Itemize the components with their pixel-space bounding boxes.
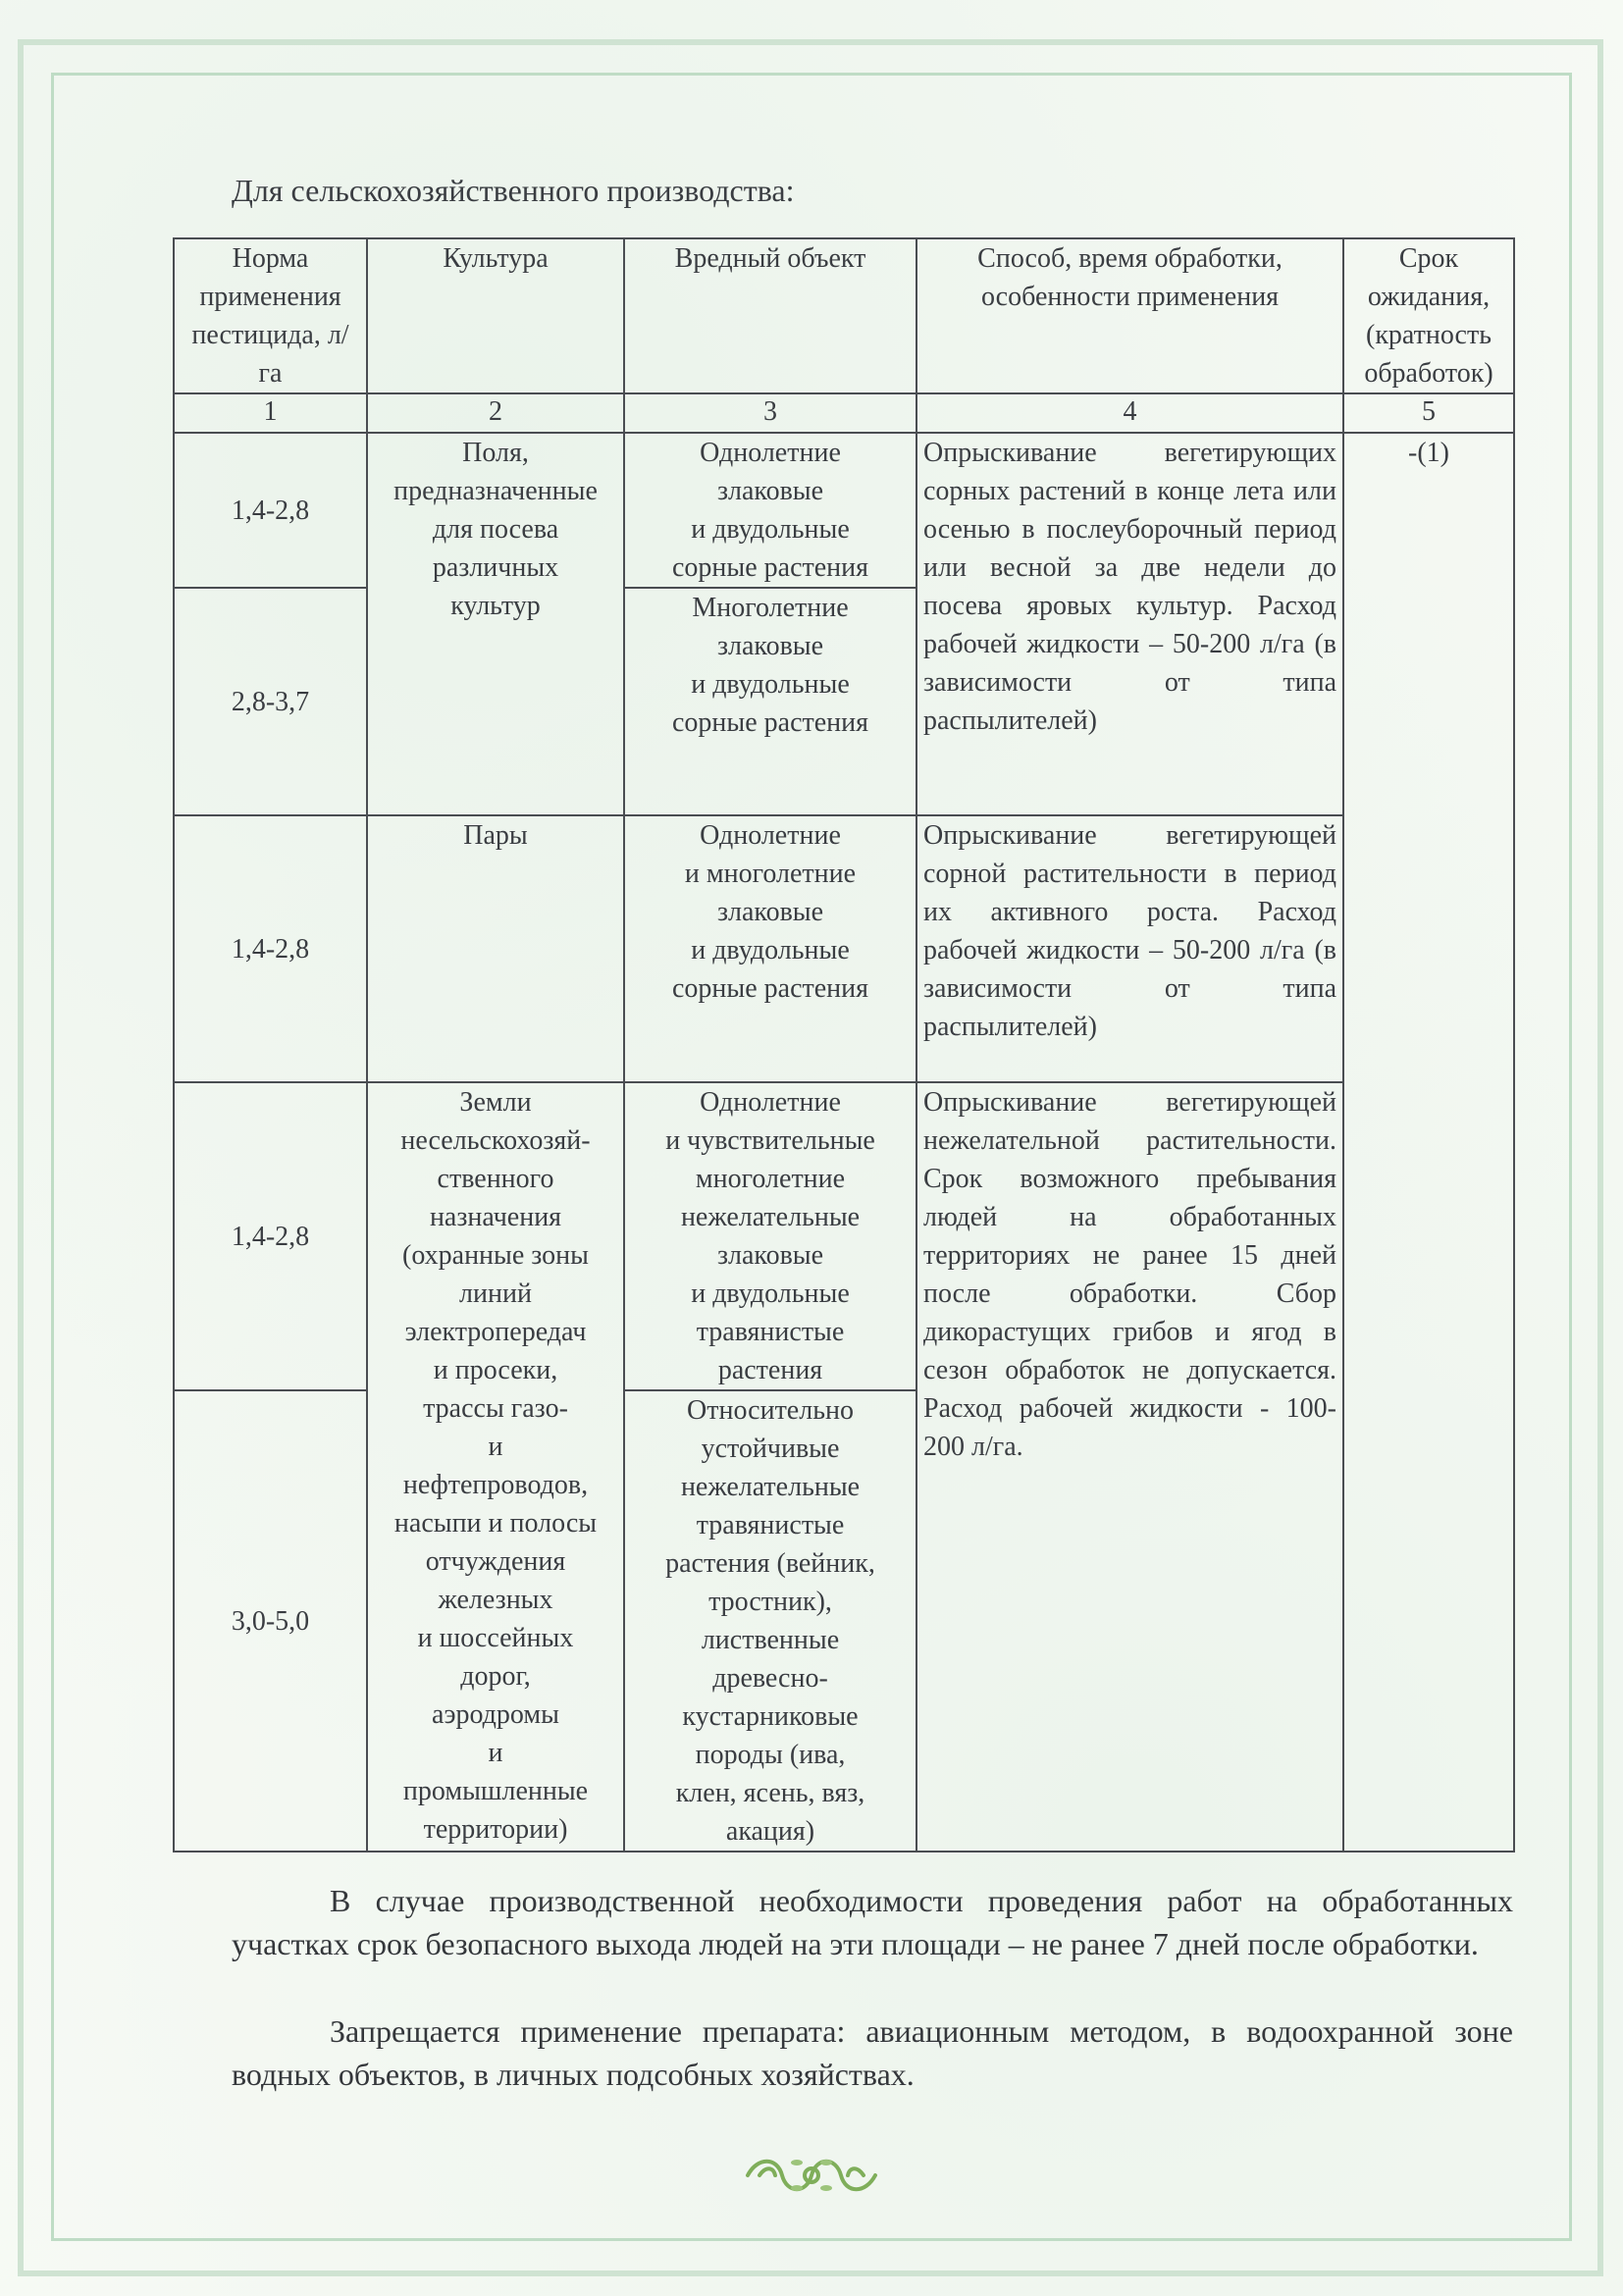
paragraph-restrictions: Запрещается применение препарата: авиационным методом, в водоохранной зоне водных объектов, в личных подсобных хозяйствах. <box>232 2013 1513 2092</box>
column-number: 2 <box>367 393 624 433</box>
method-cell: Опрыскивание вегетирующей сорной растительности в период их активного роста. Расход рабочей жидкости – 50-200 л/га (в зависимости от типа распылителей) <box>916 815 1343 1082</box>
pest-cell: Однолетние и чувствительные многолетние нежелательные злаковые и двудольные травянистые растения <box>624 1082 916 1390</box>
rate-cell: 2,8-3,7 <box>174 588 367 815</box>
header-rate: Норма применения пестицида, л/га <box>174 238 367 393</box>
header-pest: Вредный объект <box>624 238 916 393</box>
pesticide-regulation-table <box>173 237 1515 1852</box>
pest-cell: Однолетние злаковые и двудольные сорные растения <box>624 433 916 588</box>
pest-cell: Относительно устойчивые нежелательные травянистые растения (вейник, тростник), лиственные древесно- кустарниковые породы (ива, клен, ясень, вяз, акация) <box>624 1390 916 1852</box>
floral-ornament-icon <box>738 2149 885 2202</box>
rate-cell: 1,4-2,8 <box>174 433 367 588</box>
section-intro: Для сельскохозяйственного производства: <box>232 173 795 208</box>
column-number: 1 <box>174 393 367 433</box>
paragraph-safe-exit: В случае производственной необходимости проведения работ на обработанных участках срок безопасного выхода людей на эти площади – не ранее 7 дней после обработки. <box>232 1883 1513 1961</box>
pest-cell: Многолетние злаковые и двудольные сорные растения <box>624 588 916 815</box>
column-number: 3 <box>624 393 916 433</box>
table-row <box>174 1082 1514 1390</box>
table-row <box>174 815 1514 1082</box>
header-method: Способ, время обработки, особенности применения <box>916 238 1343 393</box>
pest-cell: Однолетние и многолетние злаковые и двудольные сорные растения <box>624 815 916 1082</box>
table-header-row <box>174 238 1514 393</box>
column-number: 5 <box>1343 393 1514 433</box>
column-number: 4 <box>916 393 1343 433</box>
rate-cell: 3,0-5,0 <box>174 1390 367 1852</box>
method-cell: Опрыскивание вегетирующей нежелательной растительности. Срок возможного пребывания людей на обработанных территориях не ранее 15 дней после обработки. Сбор дикорастущих грибов и ягод в сезон обработок не допускается. Расход рабочей жидкости - 100-200 л/га. <box>916 1082 1343 1852</box>
culture-cell: Пары <box>367 815 624 1082</box>
header-culture: Культура <box>367 238 624 393</box>
rate-cell: 1,4-2,8 <box>174 815 367 1082</box>
method-cell: Опрыскивание вегетирующих сорных растений в конце лета или осенью в послеуборочный период или весной за две недели до посева яровых культур. Расход рабочей жидкости – 50-200 л/га (в зависимости от типа распылителей) <box>916 433 1343 815</box>
column-number-row <box>174 393 1514 433</box>
rate-cell: 1,4-2,8 <box>174 1082 367 1390</box>
culture-cell: Земли несельскохозяй- ственного назначения (охранные зоны линий электропередач и просеки, трассы газо- и нефтепроводов, насыпи и полосы отчуждения железных и шоссейных дорог, аэродромы и промышленные территории) <box>367 1082 624 1852</box>
table-row <box>174 433 1514 588</box>
waiting-cell: -(1) <box>1343 433 1514 1852</box>
culture-cell: Поля, предназначенные для посева различных культур <box>367 433 624 815</box>
header-waiting: Срок ожидания, (кратность обработок) <box>1343 238 1514 393</box>
